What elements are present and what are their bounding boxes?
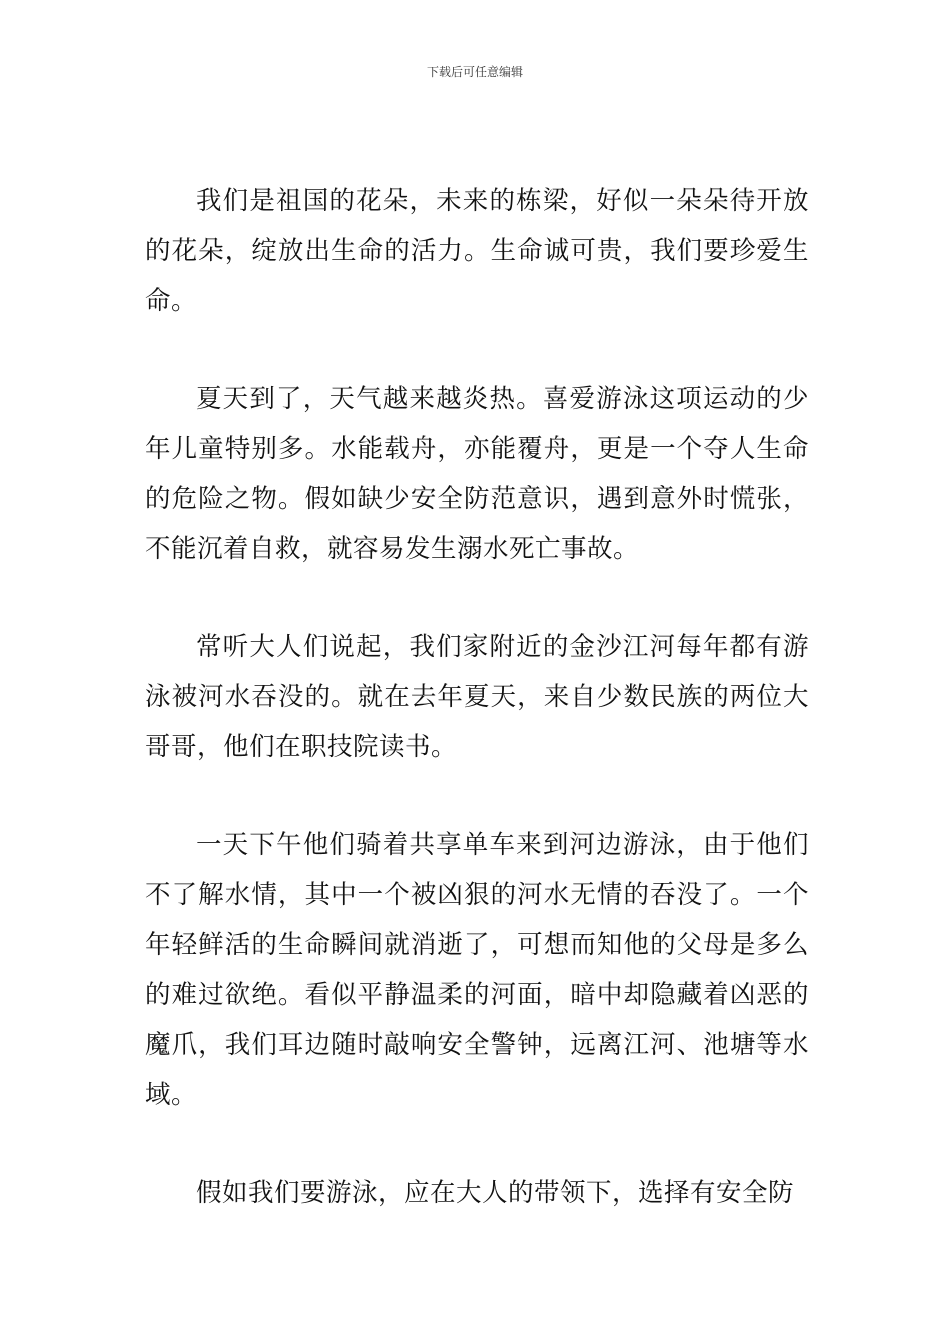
paragraph-2: 夏天到了，天气越来越炎热。喜爱游泳这项运动的少年儿童特别多。水能载舟，亦能覆舟，更是一个夺人生命的危险之物。假如缺少安全防范意识，遇到意外时慌张，不能沉着自救，就容易发生溺水死亡事故。 (145, 384, 809, 564)
paragraph-4: 一天下午他们骑着共享单车来到河边游泳，由于他们不了解水情，其中一个被凶狠的河水无情的吞没了。一个年轻鲜活的生命瞬间就消逝了，可想而知他的父母是多么的难过欲绝。看似平静温柔的河面，暗中却隐藏着凶恶的魔爪，我们耳边随时敲响安全警钟，远离江河、池塘等水域。 (145, 830, 809, 1110)
paragraph-1: 我们是祖国的花朵，未来的栋梁，好似一朵朵待开放的花朵，绽放出生命的活力。生命诚可贵，我们要珍爱生命。 (145, 186, 809, 316)
paragraph-5: 假如我们要游泳，应在大人的带领下，选择有安全防 (196, 1178, 795, 1208)
document-body (145, 176, 809, 1266)
page-header: 下载后可任意编辑 (426, 65, 523, 79)
paragraph-3: 常听大人们说起，我们家附近的金沙江河每年都有游泳被河水吞没的。就在去年夏天，来自少数民族的两位大哥哥，他们在职技院读书。 (145, 632, 809, 762)
